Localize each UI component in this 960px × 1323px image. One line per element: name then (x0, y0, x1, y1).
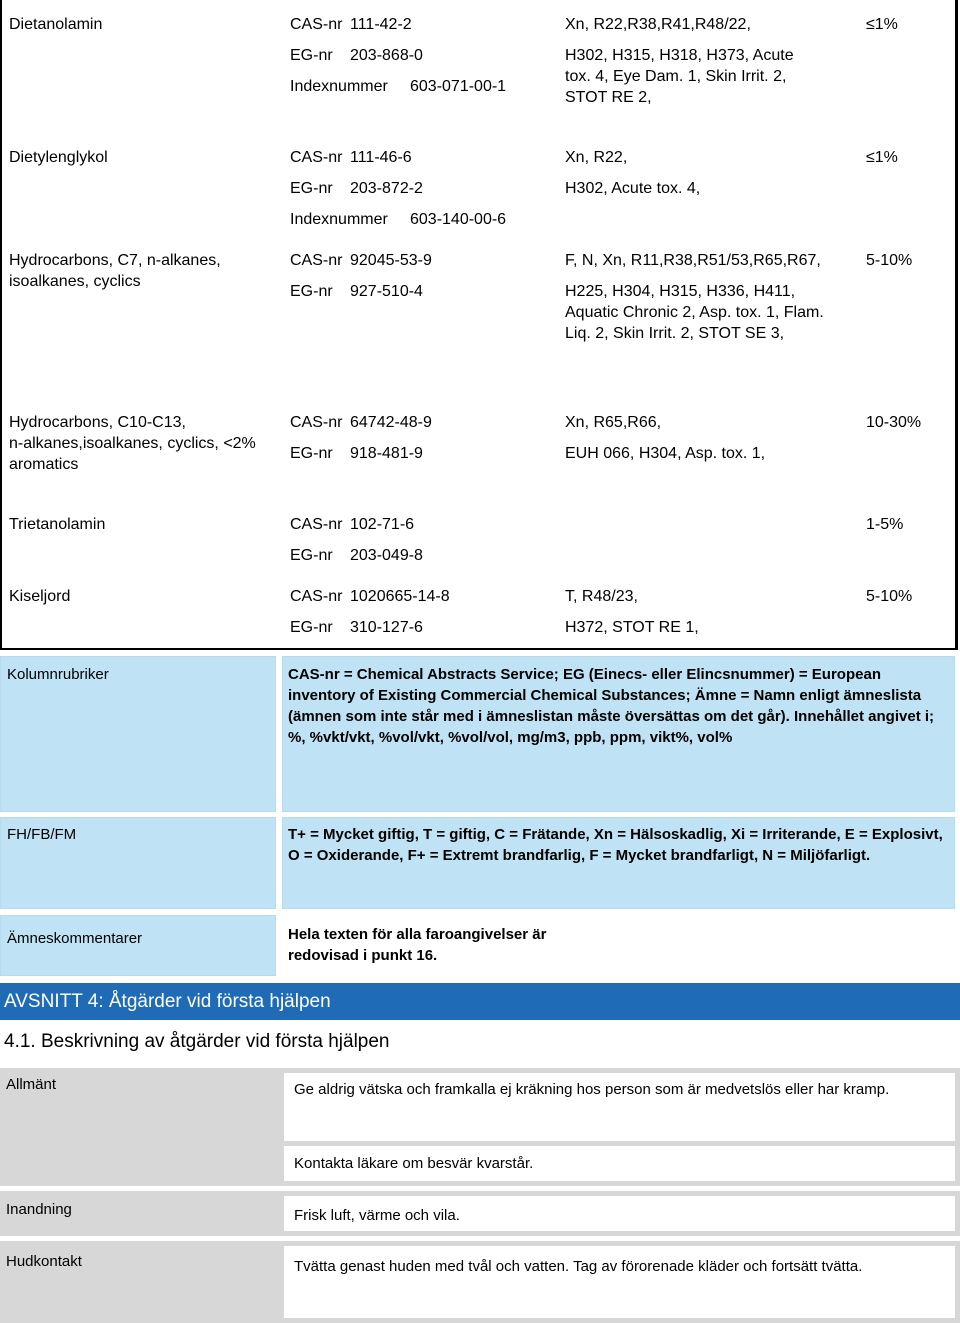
classification: H225, H304, H315, H336, H411, (565, 283, 796, 300)
classification: STOT RE 2, (565, 89, 652, 106)
classification: F, N, Xn, R11,R38,R51/53,R65,R67, (565, 252, 821, 269)
substance-name: Dietanolamin (9, 16, 103, 33)
id-value: 102-71-6 (350, 516, 415, 533)
substance-name: aromatics (9, 456, 79, 473)
first-aid-text: Kontakta läkare om besvär kvarstår. (294, 1155, 534, 1172)
substance-name: Trietanolamin (9, 516, 106, 533)
content-percent: ≤1% (866, 16, 898, 33)
substance-name: Hydrocarbons, C7, n-alkanes, (9, 252, 221, 269)
first-aid-label: Inandning (6, 1201, 72, 1218)
id-value: 203-049-8 (350, 547, 423, 564)
classification: Liq. 2, Skin Irrit. 2, STOT SE 3, (565, 325, 785, 342)
id-label: EG-nr (290, 445, 333, 462)
id-value: 111-46-6 (350, 149, 412, 166)
id-label: CAS-nr (290, 516, 343, 533)
ingredients-table (0, 0, 958, 650)
note-text: T+ = Mycket giftig, T = giftig, C = Frätande, Xn = Hälsoskadlig, Xi = Irriterande, E = Explosivt, O = Oxiderande, F+ = Extremt brandfarlig, F = Mycket brandfarligt, N = Miljöfarligt. (288, 826, 943, 864)
content-percent: 1-5% (866, 516, 904, 533)
id-label: CAS-nr (290, 149, 343, 166)
substance-name: Hydrocarbons, C10-C13, (9, 414, 186, 431)
id-label: CAS-nr (290, 588, 343, 605)
classification: Xn, R22, (565, 149, 628, 166)
content-percent: 5-10% (866, 588, 913, 605)
id-value: 603-071-00-1 (410, 78, 507, 95)
substance-name: isoalkanes, cyclics (9, 273, 141, 290)
id-label: CAS-nr (290, 252, 343, 269)
note-text: CAS-nr = Chemical Abstracts Service; EG (Einecs- eller Elincsnummer) = European inventory of Existing Commercial Chemical Substances; Ämne = Namn enligt ämneslista (ämnen som inte står med i ämneslistan måste översättas om det går). Innehållet angivet i; %, %vkt/vkt, %vol/vkt, %vol/vol, mg/m3, ppb, ppm, vikt%, vol% (288, 666, 935, 746)
id-value: 1020665-14-8 (350, 588, 450, 605)
classification: EUH 066, H304, Asp. tox. 1, (565, 445, 766, 462)
classification: Aquatic Chronic 2, Asp. tox. 1, Flam. (565, 304, 824, 321)
classification: Xn, R65,R66, (565, 414, 662, 431)
id-label: EG-nr (290, 283, 333, 300)
id-label: EG-nr (290, 47, 333, 64)
id-value: 203-868-0 (350, 47, 423, 64)
id-label: EG-nr (290, 180, 333, 197)
note-text: Hela texten för alla faroangivelser är redovisad i punkt 16. (288, 926, 547, 964)
note-label: Ämneskommentarer (7, 930, 143, 947)
id-value: 918-481-9 (350, 445, 423, 462)
id-value: 64742-48-9 (350, 414, 432, 431)
id-value: 927-510-4 (350, 283, 423, 300)
substance-name: Kiseljord (9, 588, 71, 605)
content-percent: ≤1% (866, 149, 898, 166)
note-label: Kolumnrubriker (7, 666, 109, 683)
classification: Xn, R22,R38,R41,R48/22, (565, 16, 751, 33)
first-aid-text: Frisk luft, värme och vila. (294, 1207, 460, 1224)
id-value: 603-140-00-6 (410, 211, 507, 228)
id-label: EG-nr (290, 547, 333, 564)
note-label: FH/FB/FM (7, 826, 77, 843)
id-value: 111-42-2 (350, 16, 412, 33)
classification: H302, Acute tox. 4, (565, 180, 701, 197)
first-aid-label: Hudkontakt (6, 1253, 82, 1270)
classification: H372, STOT RE 1, (565, 619, 699, 636)
id-label: Indexnummer (290, 78, 388, 95)
substance-name: n-alkanes,isoalkanes, cyclics, <2% (9, 435, 256, 452)
id-label: EG-nr (290, 619, 333, 636)
classification: H302, H315, H318, H373, Acute (565, 47, 794, 64)
id-value: 92045-53-9 (350, 252, 432, 269)
content-percent: 10-30% (866, 414, 922, 431)
id-value: 310-127-6 (350, 619, 423, 636)
section-subtitle: 4.1. Beskrivning av åtgärder vid första hjälpen (4, 1031, 390, 1052)
id-label: CAS-nr (290, 16, 343, 33)
section-title: AVSNITT 4: Åtgärder vid första hjälpen (4, 991, 331, 1012)
classification: tox. 4, Eye Dam. 1, Skin Irrit. 2, (565, 68, 787, 85)
first-aid-label: Allmänt (6, 1076, 57, 1093)
id-value: 203-872-2 (350, 180, 423, 197)
id-label: CAS-nr (290, 414, 343, 431)
first-aid-text: Ge aldrig vätska och framkalla ej kräkning hos person som är medvetslös eller har kramp. (294, 1081, 890, 1098)
content-percent: 5-10% (866, 252, 913, 269)
first-aid-text: Tvätta genast huden med tvål och vatten. Tag av förorenade kläder och fortsätt tvätta. (294, 1258, 863, 1275)
classification: T, R48/23, (565, 588, 638, 605)
id-label: Indexnummer (290, 211, 388, 228)
substance-name: Dietylenglykol (9, 149, 108, 166)
